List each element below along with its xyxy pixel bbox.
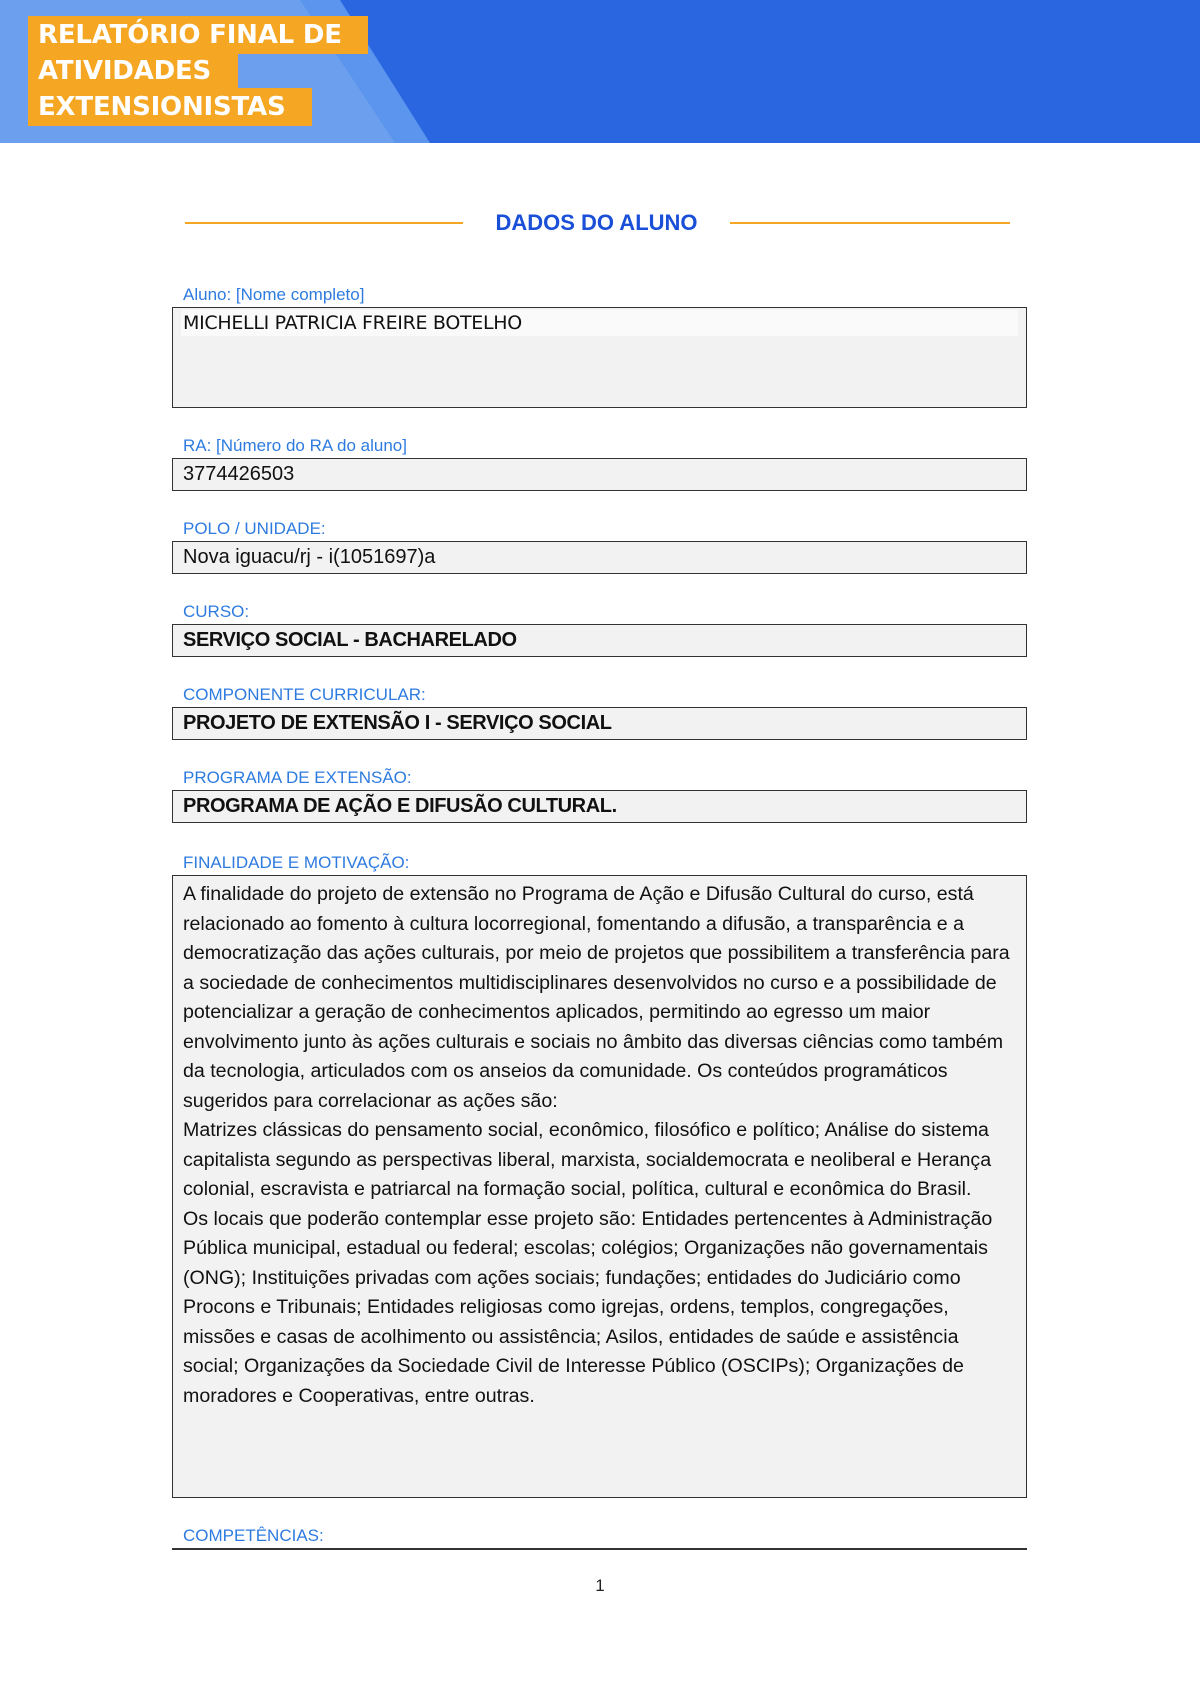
polo-value: Nova iguacu/rj - i(1051697)a bbox=[183, 546, 436, 568]
page-number: 1 bbox=[595, 1576, 605, 1595]
finalidade-paragraph: A finalidade do projeto de extensão no Programa de Ação e Difusão Cultural do curso, está relacionado ao fomento à cultura locorregional, fomentando a difusão, a transparência e a democratização das ações culturais, por meio de projetos que possibilitem a transferência para a sociedade de conhecimentos multidisciplinares desenvolvidos no curso e a possibilidade de potencializar a geração de conhecimentos aplicados, permitindo ao egresso um maior envolvimento junto às ações culturais e sociais no âmbito das diversas ciências como também da tecnologia, articulados com os anseios da comunidade. Os conteúdos programáticos sugeridos para correlacionar as ações são: bbox=[183, 883, 1010, 1112]
componente-field[interactable] bbox=[172, 707, 1027, 740]
report-title-line-1: RELATÓRIO FINAL DE bbox=[28, 16, 368, 54]
programa-field[interactable] bbox=[172, 790, 1027, 823]
aluno-value: MICHELLI PATRICIA FREIRE BOTELHO bbox=[181, 310, 1018, 336]
competencias-label: COMPETÊNCIAS: bbox=[183, 1526, 324, 1545]
aluno-field[interactable] bbox=[172, 307, 1027, 408]
programa-label: PROGRAMA DE EXTENSÃO: bbox=[183, 768, 412, 787]
programa-value: PROGRAMA DE AÇÃO E DIFUSÃO CULTURAL. bbox=[183, 795, 617, 817]
report-title-line-3: EXTENSIONISTAS bbox=[28, 88, 312, 126]
section-title: DADOS DO ALUNO bbox=[495, 210, 698, 235]
section-heading bbox=[185, 205, 1010, 241]
curso-field[interactable] bbox=[172, 624, 1027, 657]
header-banner bbox=[0, 0, 1200, 143]
curso-value: SERVIÇO SOCIAL - BACHARELADO bbox=[183, 629, 517, 651]
componente-value: PROJETO DE EXTENSÃO I - SERVIÇO SOCIAL bbox=[183, 712, 612, 734]
aluno-label: Aluno: [Nome completo] bbox=[183, 285, 365, 304]
polo-field[interactable] bbox=[172, 541, 1027, 574]
componente-label: COMPONENTE CURRICULAR: bbox=[183, 685, 426, 704]
finalidade-label: FINALIDADE E MOTIVAÇÃO: bbox=[183, 853, 410, 872]
curso-label: CURSO: bbox=[183, 602, 250, 621]
heading-rule-right bbox=[730, 222, 1010, 224]
finalidade-field[interactable] bbox=[172, 875, 1027, 1498]
finalidade-paragraph: Os locais que poderão contemplar esse projeto são: Entidades pertencentes à Administração Pública municipal, estadual ou federal; escolas; colégios; Organizações não governamentais (ONG); Instituições privadas com ações sociais; fundações; entidades do Judiciário como Procons e Tribunais; Entidades religiosas como igrejas, ordens, templos, congregações, missões e casas de acolhimento ou assistência; Asilos, entidades de saúde e assistência social; Organizações da Sociedade Civil de Interesse Público (OSCIPs); Organizações de moradores e Cooperativas, entre outras. bbox=[183, 1207, 993, 1407]
competencias-field-top-border bbox=[172, 1548, 1027, 1550]
ra-value: 3774426503 bbox=[183, 463, 295, 485]
polo-label: POLO / UNIDADE: bbox=[183, 519, 326, 538]
heading-rule-left bbox=[185, 222, 463, 224]
report-title-line-2: ATIVIDADES bbox=[28, 52, 238, 90]
finalidade-paragraph: Matrizes clássicas do pensamento social, econômico, filosófico e político; Análise do sistema capitalista segundo as perspectivas liberal, marxista, socialdemocrata e neoliberal e Herança colonial, escravista e patriarcal na formação social, política, cultural e econômica do Brasil. bbox=[183, 1119, 992, 1200]
ra-field[interactable] bbox=[172, 458, 1027, 491]
ra-label: RA: [Número do RA do aluno] bbox=[183, 436, 407, 455]
